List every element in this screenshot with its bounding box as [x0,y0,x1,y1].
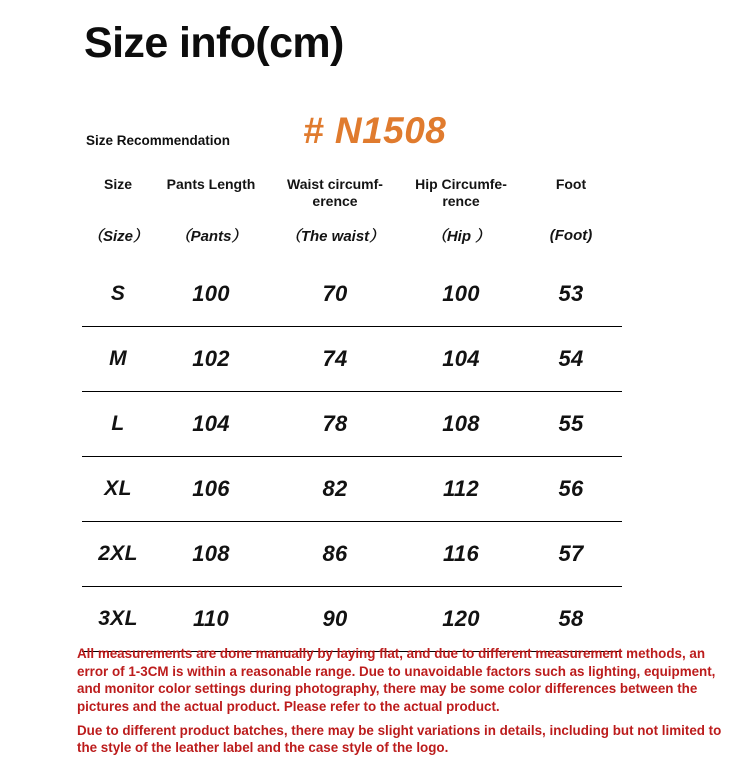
table-row [82,457,622,522]
cell-waist: 90 [268,587,402,652]
cell-hip: 112 [402,457,520,522]
cell-foot: 55 [520,392,622,457]
table-header-row-sub [82,220,622,262]
table-row [82,587,622,652]
disclaimer-paragraph-batches: Due to different product batches, there may be slight variations in details, including but not limited to the style of the leather label and the case style of the logo. [77,722,722,756]
column-header-waist [268,176,402,220]
column-header-foot [520,176,622,220]
cell-hip: 104 [402,327,520,392]
cell-size: S [110,282,126,305]
column-header-pants-length-line1: Pants Length [166,176,256,192]
cell-hip: 100 [442,281,480,306]
cell-hip: 120 [402,587,520,652]
cell-pants-length: 110 [154,587,268,652]
table-header [82,176,622,262]
cell-waist: 82 [268,457,402,522]
cell-hip: 108 [402,392,520,457]
cell-size: 2XL [82,522,154,587]
cell-waist: 70 [322,281,348,306]
cell-hip: 116 [402,522,520,587]
size-recommendation-label: Size Recommendation [86,133,231,148]
column-header-hip-line2: rence [442,192,480,209]
cell-size: L [82,392,154,457]
table-header-row-main [82,176,622,220]
cell-foot: 57 [520,522,622,587]
column-subheader-pants-length: （Pants） [175,227,247,245]
disclaimer-block [77,645,737,757]
cell-foot: 56 [520,457,622,522]
column-subheader-waist: （The waist） [285,227,385,245]
cell-pants-length: 106 [154,457,268,522]
disclaimer-paragraph-measurement: All measurements are done manually by laying flat, and due to different measurement methods, an error of 1-3CM is within a reasonable range. Due to unavoidable factors such as lighting, equipment, and monitor color settings during photography, there may be some color differences between the pictures and the actual product. Please refer to the actual product. [77,646,716,715]
table-row [82,327,622,392]
cell-waist: 74 [268,327,402,392]
column-header-waist-line2: erence [312,192,358,209]
cell-waist: 86 [268,522,402,587]
cell-size: XL [82,457,154,522]
cell-waist: 78 [268,392,402,457]
column-header-pants-length [154,176,268,220]
size-table [82,176,622,652]
column-subheader-foot: (Foot) [549,226,593,244]
table-row [82,392,622,457]
table-row [82,262,622,327]
column-header-hip-line1: Hip Circumfe- [415,176,507,192]
cell-foot: 54 [520,327,622,392]
model-code-badge: # N1508 [303,110,447,151]
cell-size: M [82,327,154,392]
column-header-foot-line1: Foot [555,176,587,192]
page-title: Size info(cm) [84,19,344,67]
cell-pants-length: 102 [154,327,268,392]
size-table-container [82,176,622,652]
cell-pants-length: 100 [192,281,230,306]
cell-size: 3XL [82,587,154,652]
column-header-size [82,176,154,220]
cell-pants-length: 108 [154,522,268,587]
column-subheader-hip: （Hip ） [431,227,491,245]
cell-pants-length: 104 [154,392,268,457]
column-header-hip [402,176,520,220]
column-subheader-size: （Size） [87,227,148,245]
cell-foot: 53 [558,281,584,306]
cell-foot: 58 [520,587,622,652]
table-row [82,522,622,587]
column-header-waist-line1: Waist circumf- [287,176,383,192]
table-body [82,262,622,652]
column-header-size-line1: Size [103,176,132,192]
